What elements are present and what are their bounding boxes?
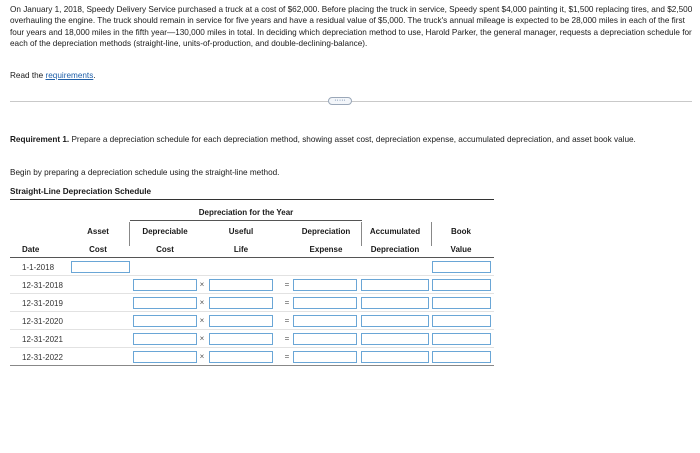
equals-operator-5: =	[284, 352, 290, 361]
problem-text: On January 1, 2018, Speedy Delivery Service purchased a truck at a cost of $62,000. Before placing the truck in service, Speedy spent $4,000 painting it, $1,500 replacing tires, and $2,500 overhauling the engine. The truck should remain in service for five years and have a residual value of $5,000. The truck's annual mileage is expected to be 28,000 miles in each of the first four years and 18,000 miles in the fifth year—130,000 miles in total. In deciding which depreciation method to use, Harold Parker, the general manager, requests a depreciation schedule for each of the depreciation methods (straight-line, units-of-production, and double-declining-balance).	[10, 5, 693, 49]
depreciation-expense-input-2[interactable]	[293, 297, 357, 309]
row-date-3: 12-31-2020	[22, 317, 63, 326]
useful-life-input-1[interactable]	[209, 279, 273, 291]
depreciable-cost-input-5[interactable]	[133, 351, 197, 363]
book-value-input-2[interactable]	[432, 297, 491, 309]
row-line-2	[10, 311, 494, 312]
begin-instruction: Begin by preparing a depreciation schedule using the straight-line method.	[10, 168, 280, 177]
times-operator-5: ×	[199, 352, 205, 361]
row-line-1	[10, 293, 494, 294]
col-useful-top: Useful	[228, 227, 254, 236]
depreciation-expense-input-4[interactable]	[293, 333, 357, 345]
times-operator-2: ×	[199, 298, 205, 307]
depreciable-cost-input-3[interactable]	[133, 315, 197, 327]
header-separator-2	[361, 222, 362, 246]
equals-operator-1: =	[284, 280, 290, 289]
row-date-0: 1-1-2018	[22, 263, 55, 272]
book-value-input-0[interactable]	[432, 261, 491, 273]
depreciable-cost-input-4[interactable]	[133, 333, 197, 345]
row-date-1: 12-31-2018	[22, 281, 63, 290]
useful-life-input-4[interactable]	[209, 333, 273, 345]
col-useful-bottom: Life	[233, 245, 249, 254]
useful-life-input-3[interactable]	[209, 315, 273, 327]
row-date-2: 12-31-2019	[22, 299, 63, 308]
times-operator-4: ×	[199, 334, 205, 343]
times-operator-1: ×	[199, 280, 205, 289]
row-line-4	[10, 347, 494, 348]
schedule-title: Straight-Line Depreciation Schedule	[10, 187, 152, 196]
header-separator-3	[431, 222, 432, 246]
accumulated-depreciation-input-2[interactable]	[361, 297, 429, 309]
depreciable-cost-input-1[interactable]	[133, 279, 197, 291]
group-header: Depreciation for the Year	[198, 208, 294, 217]
requirements-link[interactable]: requirements	[45, 71, 94, 80]
col-depreciable-top: Depreciable	[142, 227, 188, 236]
header-bottom-rule	[10, 257, 494, 258]
row-date-4: 12-31-2021	[22, 335, 63, 344]
col-asset-top: Asset	[87, 227, 109, 236]
asset-cost-input[interactable]	[71, 261, 130, 273]
schedule-top-rule	[10, 199, 494, 200]
requirement-1	[10, 134, 694, 145]
book-value-input-3[interactable]	[432, 315, 491, 327]
col-depreciable-bottom: Cost	[156, 245, 174, 254]
accumulated-depreciation-input-3[interactable]	[361, 315, 429, 327]
times-operator-3: ×	[199, 316, 205, 325]
equals-operator-3: =	[284, 316, 290, 325]
book-value-input-5[interactable]	[432, 351, 491, 363]
accumulated-depreciation-input-5[interactable]	[361, 351, 429, 363]
header-separator-1	[129, 222, 130, 246]
book-value-input-1[interactable]	[432, 279, 491, 291]
col-dep-expense-top: Depreciation	[301, 227, 351, 236]
equals-operator-2: =	[284, 298, 290, 307]
row-line-0	[10, 275, 494, 276]
requirement-text: Prepare a depreciation schedule for each depreciation method, showing asset cost, depreciation expense, accumulated depreciation, and asset book value.	[71, 135, 636, 144]
depreciable-cost-input-2[interactable]	[133, 297, 197, 309]
read-suffix: .	[93, 71, 96, 80]
depreciation-expense-input-3[interactable]	[293, 315, 357, 327]
equals-operator-4: =	[284, 334, 290, 343]
col-accumulated-bottom: Depreciation	[370, 245, 420, 254]
requirement-label: Requirement 1.	[10, 135, 70, 144]
accumulated-depreciation-input-4[interactable]	[361, 333, 429, 345]
accumulated-depreciation-input-1[interactable]	[361, 279, 429, 291]
col-book-bottom: Value	[450, 245, 472, 254]
row-line-5	[10, 365, 494, 366]
depreciation-expense-input-5[interactable]	[293, 351, 357, 363]
row-date-5: 12-31-2022	[22, 353, 63, 362]
read-requirements	[10, 71, 96, 80]
book-value-input-4[interactable]	[432, 333, 491, 345]
useful-life-input-2[interactable]	[209, 297, 273, 309]
useful-life-input-5[interactable]	[209, 351, 273, 363]
row-line-3	[10, 329, 494, 330]
col-asset-bottom: Cost	[89, 245, 107, 254]
group-header-rule	[130, 220, 362, 221]
depreciation-expense-input-1[interactable]	[293, 279, 357, 291]
col-dep-expense-bottom: Expense	[309, 245, 343, 254]
col-date: Date	[22, 245, 40, 254]
col-book-top: Book	[451, 227, 471, 236]
read-prefix: Read the	[10, 71, 44, 80]
expand-more-button[interactable]: ·····	[328, 97, 352, 105]
col-accumulated-top: Accumulated	[369, 227, 421, 236]
